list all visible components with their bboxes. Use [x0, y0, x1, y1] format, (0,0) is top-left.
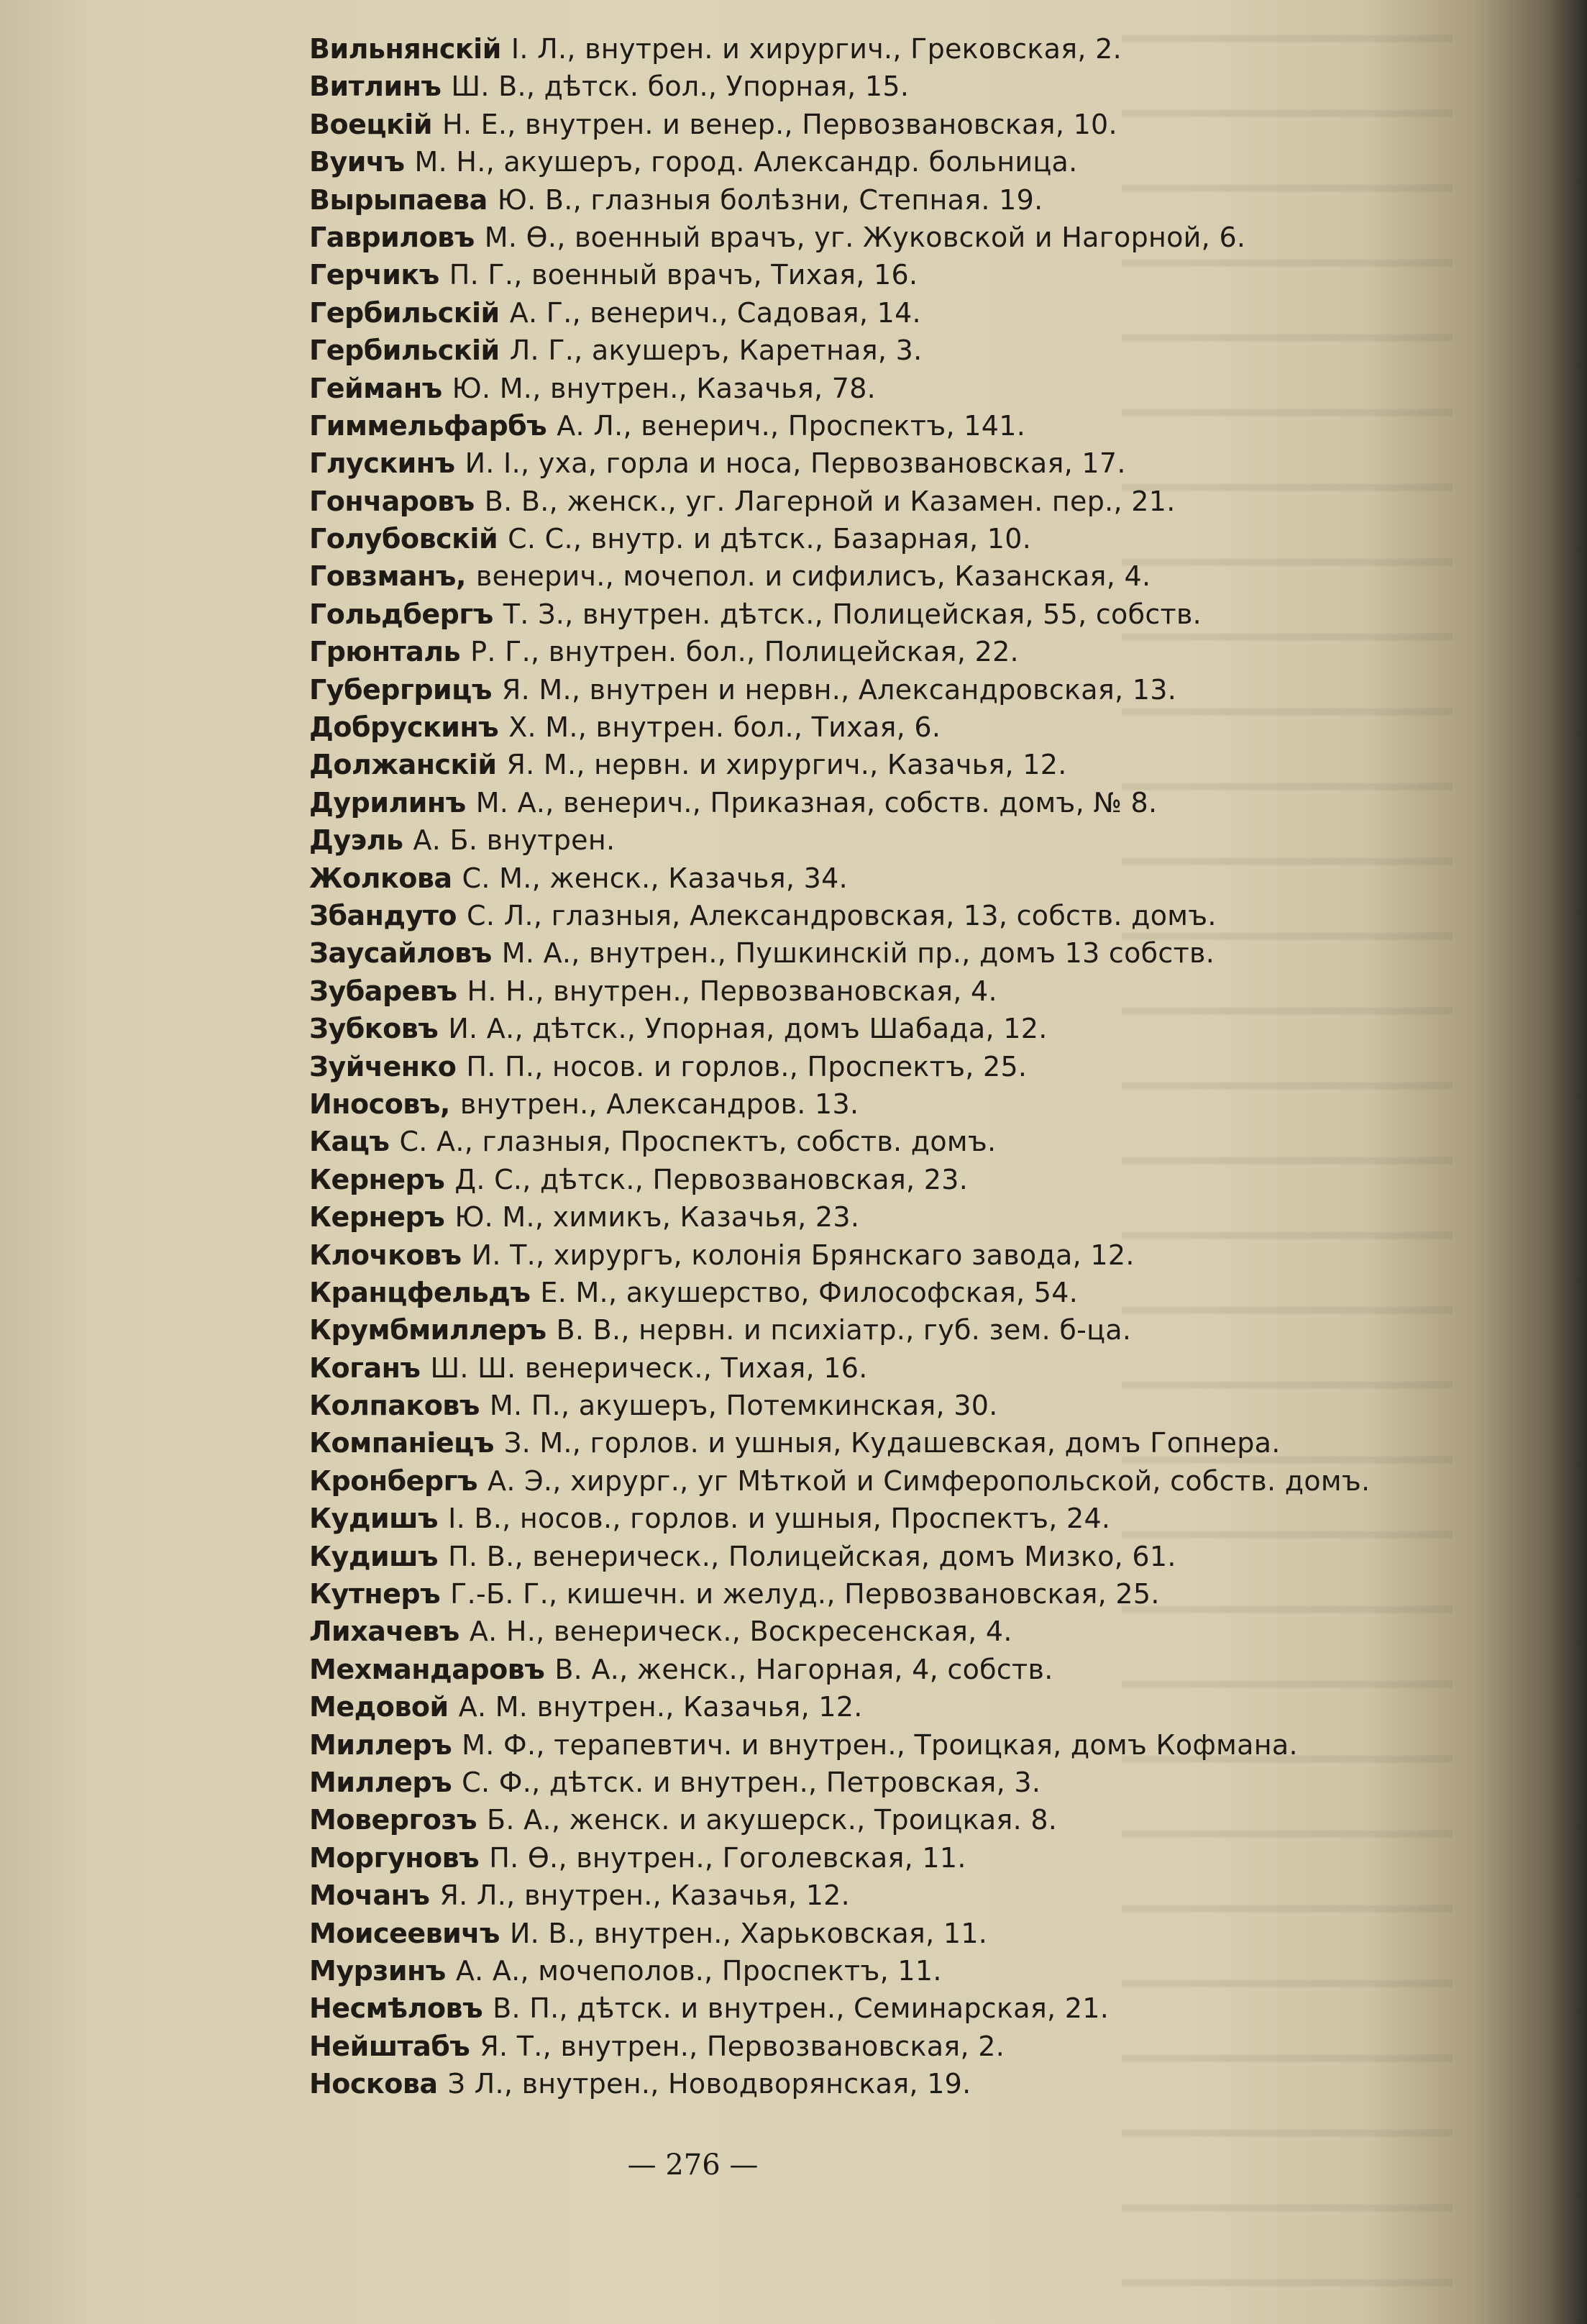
entry-details: С. А., глазныя, Проспектъ, собств. домъ. — [399, 1126, 997, 1158]
entry-details: А. Б. внутрен. — [413, 824, 616, 857]
entry-name: Дуэль — [309, 824, 403, 857]
list-item — [309, 1538, 1488, 1575]
entry-details: М. А., венерич., Приказная, собств. домъ, № 8. — [475, 786, 1158, 819]
entry-details: А. М. внутрен., Казачья, 12. — [458, 1691, 863, 1723]
entry-name: Герчикъ — [309, 259, 439, 291]
list-item — [309, 671, 1488, 708]
entry-details: П. П., носов. и горлов., Проспектъ, 25. — [466, 1050, 1028, 1083]
entry-name: Кудишъ — [309, 1540, 439, 1572]
list-item — [309, 1387, 1488, 1424]
list-item — [309, 1462, 1488, 1500]
entry-name: Голубовскiй — [309, 523, 498, 555]
list-item — [309, 2065, 1488, 2102]
entry-details: П. Г., военный врачъ, Тихая, 16. — [449, 259, 918, 291]
list-item — [309, 821, 1488, 859]
list-item — [309, 1990, 1488, 2027]
entry-name: Вильнянскiй — [309, 33, 501, 65]
entry-name: Вуичъ — [309, 146, 405, 178]
list-item — [309, 106, 1488, 143]
entry-name: Мовергозъ — [309, 1804, 477, 1836]
list-item — [309, 370, 1488, 407]
list-item — [309, 1010, 1488, 1047]
entry-name: Кутнеръ — [309, 1578, 441, 1610]
list-item — [309, 897, 1488, 934]
entry-details: Ш. Ш. венерическ., Тихая, 16. — [430, 1352, 868, 1384]
list-item — [309, 633, 1488, 670]
entry-details: М. А., внутрен., Пушкинскiй пр., домъ 13 собств. — [501, 937, 1215, 970]
entry-details: А. Э., хирург., уг Мѣткой и Симферопольской, собств. домъ. — [488, 1464, 1371, 1497]
list-item — [309, 1952, 1488, 1990]
entry-name: Гончаровъ — [309, 485, 475, 517]
entry-details: З. М., горлов. и ушныя, Кудашевская, домъ Гопнера. — [503, 1427, 1281, 1459]
entry-details: Я. М., нервн. и хирургич., Казачья, 12. — [506, 749, 1067, 781]
list-item — [309, 1764, 1488, 1801]
entry-name: Медовой — [309, 1691, 449, 1723]
list-item — [309, 1424, 1488, 1462]
entry-name: Мочанъ — [309, 1879, 430, 1912]
entry-details: Ю. В., глазныя болѣзни, Степная. 19. — [497, 183, 1043, 216]
list-item — [309, 483, 1488, 520]
entry-name: Жолкова — [309, 862, 452, 894]
entry-name: Губергрицъ — [309, 673, 492, 706]
entry-details: М. П., акушеръ, Потемкинская, 30. — [489, 1390, 998, 1422]
entry-details: А. А., мочеполов., Проспектъ, 11. — [455, 1954, 942, 1987]
entry-details: Ю. М., химикъ, Казачья, 23. — [454, 1201, 860, 1234]
list-item — [309, 860, 1488, 897]
list-item — [309, 972, 1488, 1010]
list-item — [309, 784, 1488, 821]
entry-details: М. Н., акушеръ, город. Александр. больница. — [414, 146, 1078, 178]
list-item — [309, 181, 1488, 219]
entry-details: С. Л., глазныя, Александровская, 13, собств. домъ. — [467, 899, 1217, 931]
list-item — [309, 1500, 1488, 1537]
list-item — [309, 219, 1488, 256]
entry-name: Миллеръ — [309, 1728, 452, 1761]
list-item — [309, 557, 1488, 595]
entry-details: В. В., нервн. и психiатр., губ. зем. б-ца. — [556, 1314, 1132, 1346]
list-item — [309, 445, 1488, 482]
list-item — [309, 1274, 1488, 1311]
entry-name: Зуйченко — [309, 1050, 457, 1083]
entry-name: Гавриловъ — [309, 221, 475, 253]
entry-details: I. Л., внутрен. и хирургич., Грековская, 2. — [511, 33, 1122, 65]
entry-details: П. Ѳ., внутрен., Гоголевская, 11. — [489, 1841, 966, 1874]
entry-details: Д. С., дѣтск., Первозвановская, 23. — [454, 1163, 969, 1195]
list-item — [309, 407, 1488, 445]
entry-details: И. А., дѣтск., Упорная, домъ Шабада, 12. — [448, 1013, 1048, 1045]
entry-name: Зубаревъ — [309, 975, 457, 1007]
entry-name: Заусайловъ — [309, 937, 492, 970]
entry-details: М. Ф., терапевтич. и внутрен., Троицкая, домъ Кофмана. — [462, 1728, 1298, 1761]
list-item — [309, 596, 1488, 633]
entry-name: Иносовъ, — [309, 1088, 450, 1120]
entry-name: Мехмандаровъ — [309, 1653, 545, 1685]
entry-name: Миллеръ — [309, 1766, 452, 1798]
entry-name: Моисеевичъ — [309, 1917, 500, 1949]
entry-name: Гейманъ — [309, 372, 442, 404]
entry-details: Я. М., внутрен и нервн., Александровская, 13. — [501, 673, 1177, 706]
list-item — [309, 1613, 1488, 1650]
entry-details: В. А., женск., Нагорная, 4, собств. — [554, 1653, 1053, 1685]
entry-details: Я. Т., внутрен., Первозвановская, 2. — [480, 2030, 1005, 2062]
entry-name: Зубковъ — [309, 1013, 439, 1045]
entry-details: внутрен., Александров. 13. — [459, 1088, 859, 1120]
entry-name: Кранцфельдъ — [309, 1276, 531, 1308]
entry-name: Кацъ — [309, 1126, 390, 1158]
entry-name: Витлинъ — [309, 70, 442, 103]
list-item — [309, 1839, 1488, 1877]
list-item — [309, 68, 1488, 105]
entry-name: Збандуто — [309, 899, 457, 931]
entry-details: И. I., уха, горла и носа, Первозвановская, 17. — [465, 447, 1126, 480]
entry-details: Я. Л., внутрен., Казачья, 12. — [439, 1879, 851, 1912]
list-item — [309, 1877, 1488, 1914]
entry-name: Кудишъ — [309, 1503, 439, 1535]
entry-details: Н. Н., внутрен., Первозвановская, 4. — [467, 975, 997, 1007]
entry-details: А. Л., венерич., Проспектъ, 141. — [557, 409, 1026, 442]
entry-details: Т. З., внутрен. дѣтск., Полицейская, 55, собств. — [503, 598, 1202, 630]
entry-details: Н. Е., внутрен. и венер., Первозвановская, 10. — [442, 108, 1117, 140]
list-item — [309, 1801, 1488, 1838]
entry-name: Нейштабъ — [309, 2030, 470, 2062]
list-item — [309, 1085, 1488, 1123]
entry-details: А. Н., венерическ., Воскресенская, 4. — [469, 1616, 1012, 1648]
list-item — [309, 256, 1488, 293]
entry-details: Х. М., внутрен. бол., Тихая, 6. — [508, 711, 941, 744]
list-item — [309, 1915, 1488, 1952]
entry-details: М. Ѳ., военный врачъ, уг. Жуковской и Нагорной, 6. — [484, 221, 1246, 253]
entry-details: З Л., внутрен., Новодворянская, 19. — [447, 2068, 971, 2100]
list-item — [309, 294, 1488, 332]
entry-details: Л. Г., акушеръ, Каретная, 3. — [509, 334, 923, 367]
entry-name: Компанiецъ — [309, 1427, 494, 1459]
entry-name: Гиммельфарбъ — [309, 409, 547, 442]
entry-name: Гольдбергъ — [309, 598, 493, 630]
list-item — [309, 934, 1488, 972]
entry-details: С. М., женск., Казачья, 34. — [462, 862, 848, 894]
entry-details: В. В., женск., уг. Лагерной и Казамен. пер., 21. — [484, 485, 1176, 517]
entry-name: Гербильскiй — [309, 296, 500, 329]
entry-details: Ю. М., внутрен., Казачья, 78. — [452, 372, 877, 404]
entry-name: Колпаковъ — [309, 1390, 480, 1422]
entry-details: венерич., мочепол. и сифилисъ, Казанская, 4. — [475, 560, 1151, 593]
list-item — [309, 746, 1488, 783]
entry-details: И. В., внутрен., Харьковская, 11. — [509, 1917, 988, 1949]
entry-details: В. П., дѣтск. и внутрен., Семинарская, 21. — [493, 1992, 1110, 2025]
entry-name: Добрускинъ — [309, 711, 499, 744]
entry-name: Моргуновъ — [309, 1841, 480, 1874]
list-item — [309, 1575, 1488, 1613]
list-item — [309, 1048, 1488, 1085]
entry-name: Глускинъ — [309, 447, 455, 480]
list-item — [309, 332, 1488, 369]
list-item — [309, 2028, 1488, 2065]
list-item — [309, 1651, 1488, 1688]
entry-name: Клочковъ — [309, 1239, 462, 1271]
list-item — [309, 1236, 1488, 1274]
page-number: — 276 — — [627, 2148, 759, 2182]
entry-name: Кронбергъ — [309, 1464, 478, 1497]
entry-details: С. Ф., дѣтск. и внутрен., Петровская, 3. — [462, 1766, 1041, 1798]
entry-details: Е. М., акушерство, Философская, 54. — [540, 1276, 1079, 1308]
entry-name: Лихачевъ — [309, 1616, 459, 1648]
entry-name: Кернеръ — [309, 1201, 445, 1234]
entry-name: Вырыпаева — [309, 183, 488, 216]
list-item — [309, 708, 1488, 746]
entry-name: Должанскiй — [309, 749, 497, 781]
list-item — [309, 30, 1488, 68]
list-item — [309, 1726, 1488, 1764]
entry-name: Дурилинъ — [309, 786, 466, 819]
entry-details: Б. А., женск. и акушерск., Троицкая. 8. — [487, 1804, 1058, 1836]
list-item — [309, 1123, 1488, 1160]
list-item — [309, 520, 1488, 557]
entry-details: Р. Г., внутрен. бол., Полицейская, 22. — [470, 636, 1019, 668]
entry-name: Говзманъ, — [309, 560, 466, 593]
entry-name: Воецкiй — [309, 108, 432, 140]
entry-name: Кернеръ — [309, 1163, 445, 1195]
entry-name: Носкова — [309, 2068, 438, 2100]
entry-name: Коганъ — [309, 1352, 421, 1384]
entry-details: И. Т., хирургъ, колонiя Брянскаго завода, 12. — [471, 1239, 1135, 1271]
entry-name: Гербильскiй — [309, 334, 500, 367]
entry-name: Несмѣловъ — [309, 1992, 483, 2025]
list-item — [309, 1311, 1488, 1349]
entry-name: Крумбмиллеръ — [309, 1314, 546, 1346]
entry-details: I. В., носов., горлов. и ушныя, Проспектъ, 24. — [448, 1503, 1111, 1535]
list-item — [309, 1688, 1488, 1726]
entry-details: Г.-Б. Г., кишечн. и желуд., Первозвановская, 25. — [450, 1578, 1160, 1610]
list-item — [309, 1349, 1488, 1387]
list-item — [309, 1198, 1488, 1236]
entry-details: П. В., венерическ., Полицейская, домъ Мизко, 61. — [448, 1540, 1176, 1572]
entry-name: Грюнталь — [309, 636, 461, 668]
entry-name: Мурзинъ — [309, 1954, 446, 1987]
entry-details: А. Г., венерич., Садовая, 14. — [509, 296, 921, 329]
physician-directory-list — [309, 30, 1488, 2102]
list-item — [309, 1161, 1488, 1198]
entry-details: С. С., внутр. и дѣтск., Базарная, 10. — [508, 523, 1032, 555]
entry-details: Ш. В., дѣтск. бол., Упорная, 15. — [451, 70, 910, 103]
list-item — [309, 143, 1488, 181]
